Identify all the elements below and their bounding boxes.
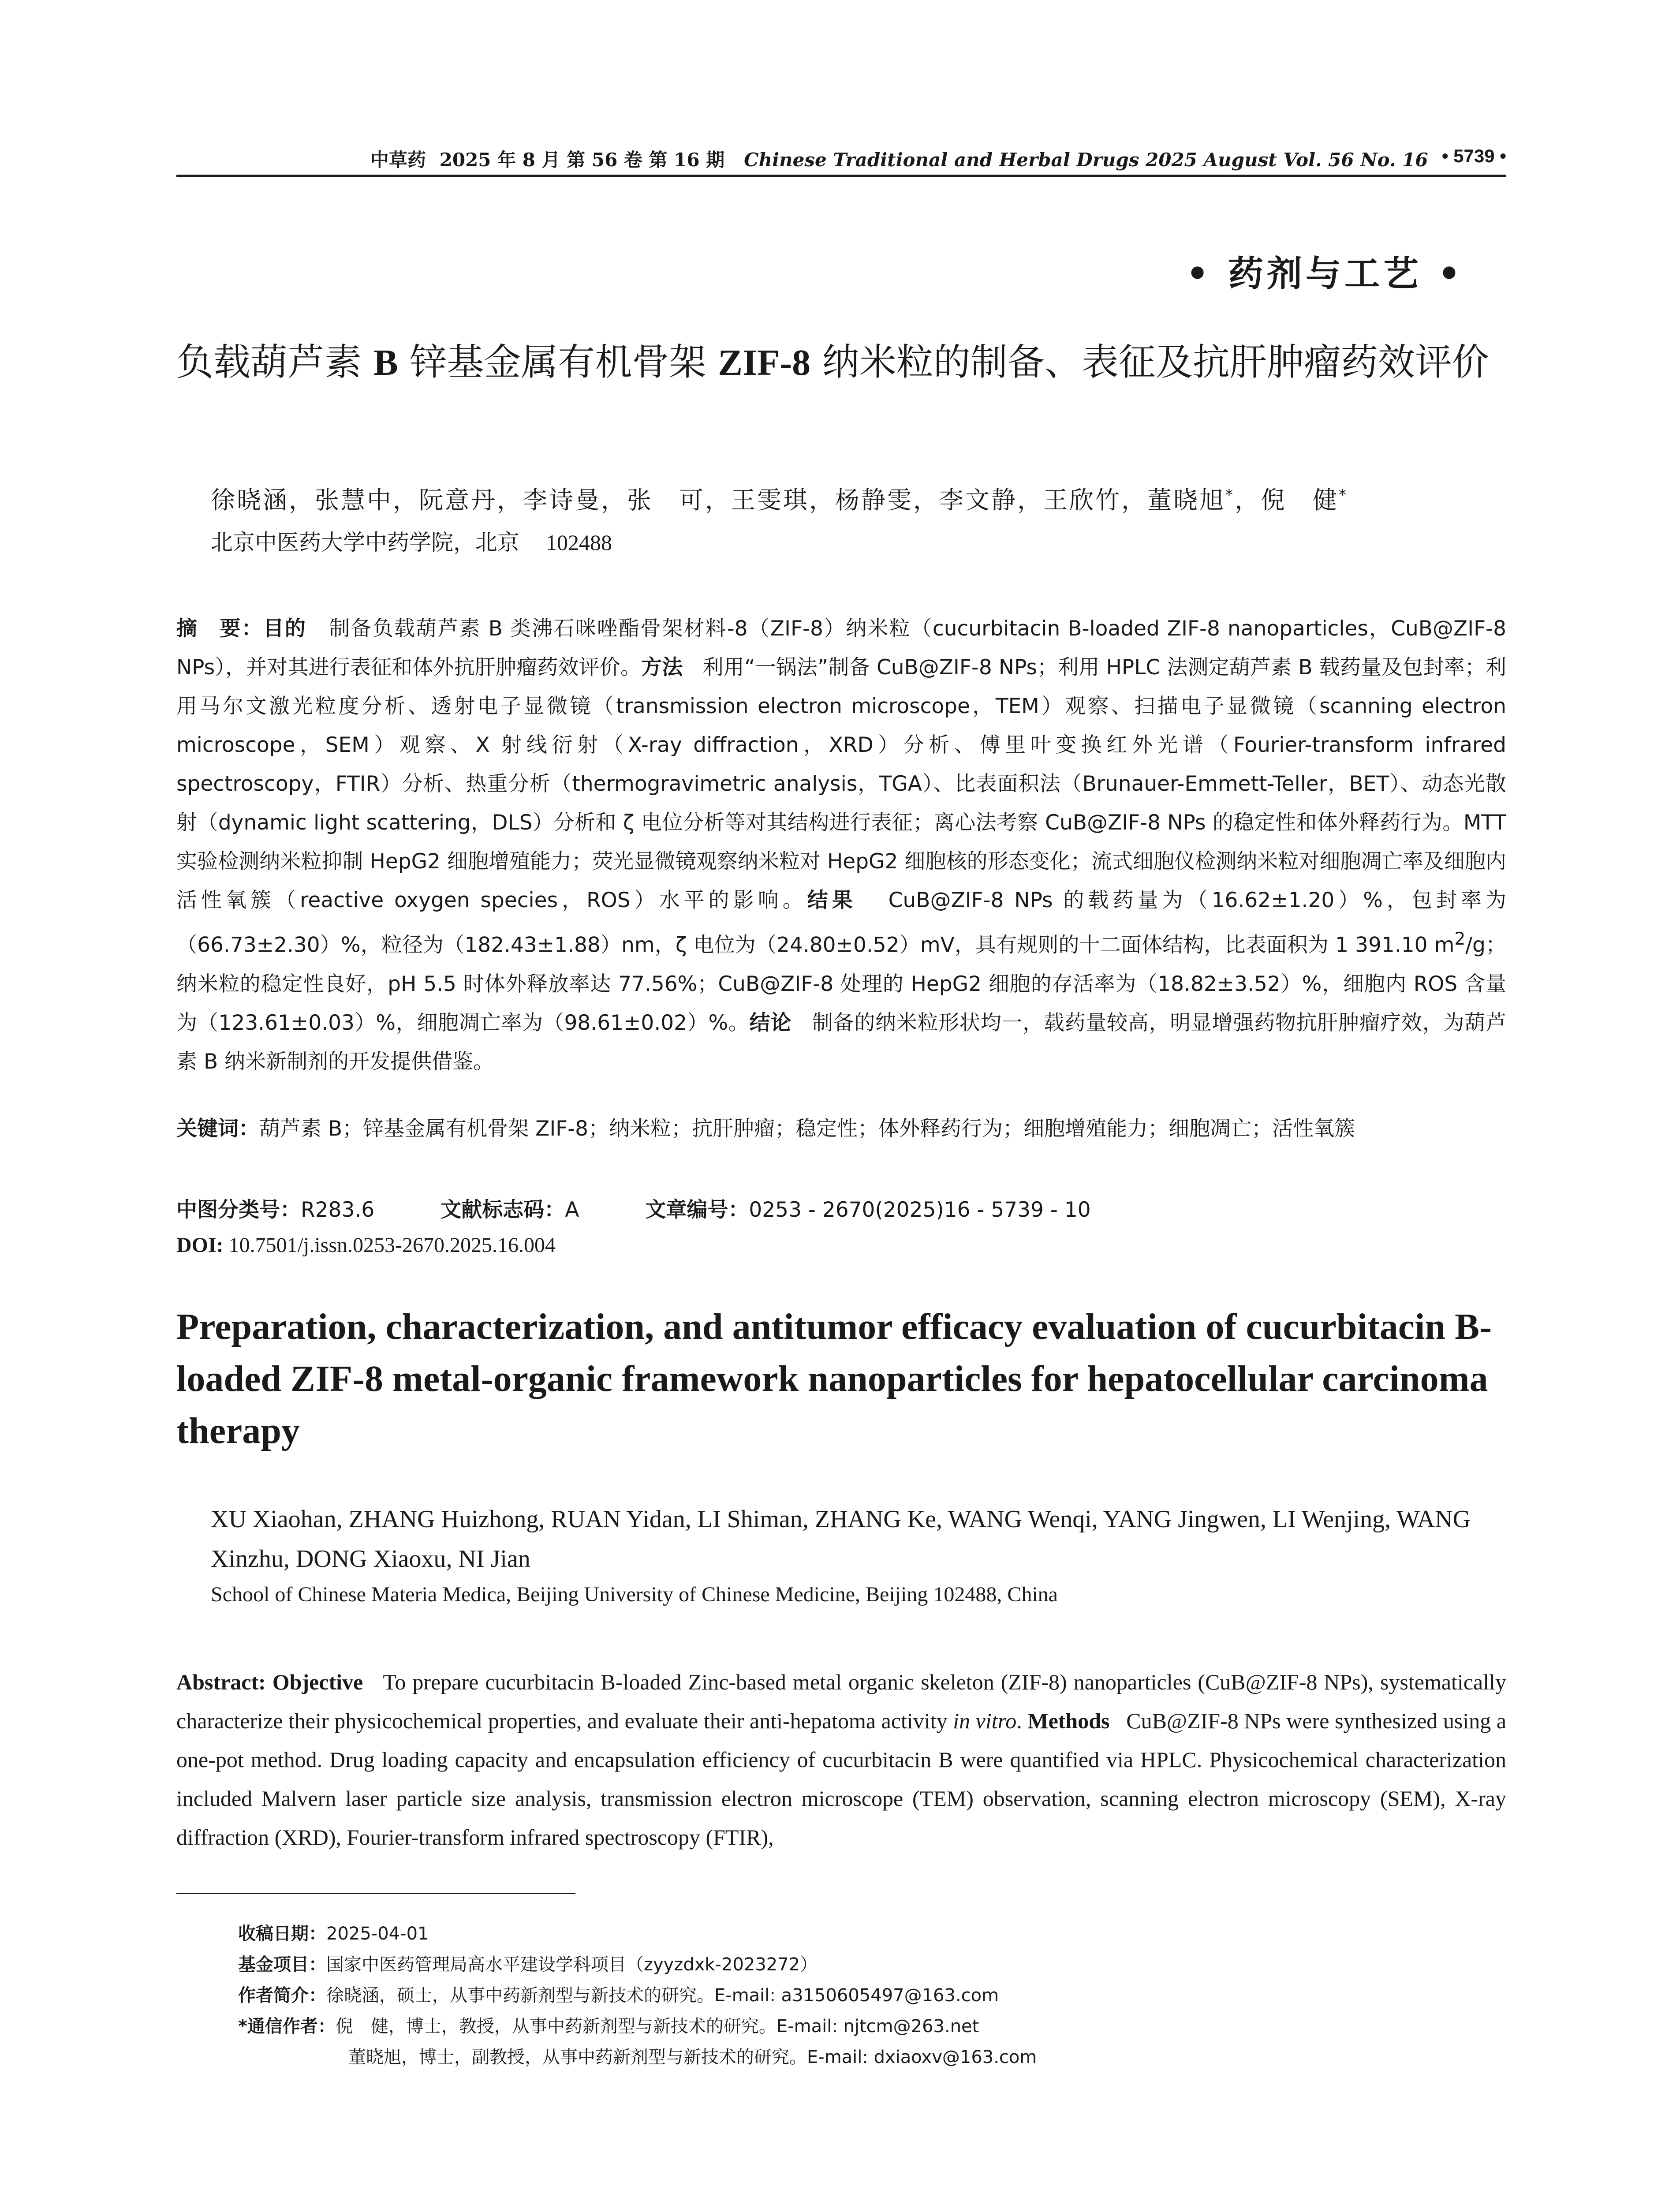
corresponding-mark: * bbox=[1339, 486, 1348, 504]
methods-text: 利用“一锅法”制备 CuB@ZIF-8 NPs；利用 HPLC 法测定葫芦素 B 载药量及包封率；利用马尔文激光粒度分析、透射电子显微镜（transmission electron microscope，TEM）观察、扫描电子显微镜（scanning electron microscope，SEM）观察、X 射线衍射（X-ray diffraction，XRD）分析、傅里叶变换红外光谱（Fourier-transform infrared spectroscopy，FTIR）分析、热重分析（thermogravimetric analysis，TGA）、比表面积法（Brunauer-Emmett-Teller，BET）、动态光散射（dynamic light scattering，DLS）分析和 ζ 电位分析等对其结构进行表征；离心法考察 CuB@ZIF-8 NPs 的稳定性和体外释药行为。MTT 实验检测纳米粒抑制 HepG2 细胞增殖能力；荧光显微镜观察纳米粒对 HepG2 细胞核的形态变化；流式细胞仪检测纳米粒对细胞凋亡率及细胞内活性氧簇（reactive oxygen species，ROS）水平的影响。 bbox=[176, 655, 1507, 912]
period: . bbox=[1016, 1708, 1022, 1733]
title-zh-part: 纳米粒的制备、表征及抗肝肿瘤药效评价 bbox=[810, 340, 1489, 384]
title-en: Preparation, characterization, and antitumor efficacy evaluation of cucurbitacin B-loaded ZIF-8 metal-organic framework nanoparticles for hepatocellular carcinoma therapy bbox=[176, 1306, 1492, 1451]
footnote-fund bbox=[238, 1949, 1508, 1980]
doi-label: DOI: bbox=[176, 1233, 224, 1257]
fund-label: 基金项目： bbox=[238, 1955, 326, 1975]
journal-brand: 中草药 bbox=[370, 149, 426, 171]
abstract-en bbox=[176, 1663, 1506, 1857]
received-value: 2025-04-01 bbox=[326, 1924, 429, 1944]
affiliation-zh-name: 北京中医药大学中药学院，北京 bbox=[211, 530, 519, 555]
header-rule bbox=[176, 175, 1506, 177]
affiliation-en: School of Chinese Materia Medica, Beijing University of Chinese Medicine, Beijing 102488, China bbox=[211, 1583, 1058, 1606]
footnote-author bbox=[238, 1980, 1508, 2011]
objective-label: 目的 bbox=[263, 617, 307, 641]
abstract-zh bbox=[176, 609, 1506, 1081]
clc bbox=[176, 1198, 374, 1222]
abstract-en-objective: To prepare cucurbitacin B-loaded Zinc-based metal organic skeleton (ZIF-8) nanoparticles (CuB@ZIF-8 NPs), systematically characterize their physicochemical properties, and evaluate their anti-hepatoma activity bbox=[176, 1670, 1506, 1733]
affiliation-zh-postcode: 102488 bbox=[546, 530, 612, 555]
footnote-corresponding bbox=[238, 2011, 1508, 2042]
clc-label: 中图分类号： bbox=[176, 1198, 301, 1222]
abstract-en-methods: CuB@ZIF-8 NPs were synthesized using a one-pot method. Drug loading capacity and encapsulation efficiency of cucurbitacin B were quantified via HPLC. Physicochemical characterization included Malvern laser particle size analysis, transmission electron microscope (TEM) observation, scanning electron microscopy (SEM), X-ray diffraction (XRD), Fourier-transform infrared spectroscopy (FTIR), bbox=[176, 1708, 1507, 1850]
section-label: • 药剂与工艺 • bbox=[1186, 253, 1464, 294]
doi-value[interactable]: 10.7501/j.issn.0253-2670.2025.16.004 bbox=[228, 1233, 556, 1257]
abstract-en-methods-label: Methods bbox=[1027, 1708, 1110, 1733]
authors-zh-last: ，倪 健 bbox=[1235, 486, 1339, 514]
results-text-cont: /g；纳米粒的稳定性良好，pH 5.5 时体外释放率达 77.56%；CuB@ZIF-8 处理的 HepG2 细胞的存活率为（18.82±3.52）%，细胞内 ROS 含量为（123.61±0.03）%，细胞凋亡率为（98.61±0.02）%。 bbox=[176, 933, 1506, 1035]
doc-value: A bbox=[565, 1198, 579, 1222]
methods-label: 方法 bbox=[641, 655, 683, 680]
authors-zh-list: 徐晓涵，张慧中，阮意丹，李诗曼，张 可，王雯琪，杨静雯，李文静，王欣竹，董晓旭 bbox=[211, 486, 1226, 514]
running-header bbox=[176, 140, 1506, 176]
header-journal-line bbox=[370, 146, 1428, 172]
authors-en: XU Xiaohan, ZHANG Huizhong, RUAN Yidan, LI Shiman, ZHANG Ke, WANG Wenqi, YANG Jingwen, LI Wenjing, WANG Xinzhu, DONG Xiaoxu, NI Jian bbox=[211, 1506, 1471, 1573]
footnote-corresponding-2 bbox=[238, 2042, 1508, 2073]
in-vitro-term: in vitro bbox=[953, 1708, 1017, 1733]
results-superscript: 2 bbox=[1454, 929, 1466, 949]
conclusion-label: 结论 bbox=[749, 1010, 792, 1035]
doi[interactable] bbox=[176, 1233, 556, 1257]
keywords-zh bbox=[176, 1110, 1506, 1148]
art-label: 文章编号： bbox=[645, 1198, 749, 1222]
article-number bbox=[645, 1198, 1090, 1222]
corresponding-2: 董晓旭，博士，副教授，从事中药新剂型与新技术的研究。E-mail: dxiaoxv@163.com bbox=[348, 2047, 1037, 2067]
title-zh-zif8: ZIF-8 bbox=[718, 342, 811, 383]
art-value: 0253 - 2670(2025)16 - 5739 - 10 bbox=[749, 1198, 1091, 1222]
page-number: • 5739 • bbox=[1441, 146, 1506, 166]
footnote-received bbox=[238, 1918, 1508, 1949]
corresponding-mark: * bbox=[1225, 486, 1235, 504]
authors-zh bbox=[211, 481, 1348, 516]
title-zh-part: 负载葫芦素 bbox=[176, 340, 373, 384]
clc-value: R283.6 bbox=[301, 1198, 375, 1222]
title-zh bbox=[176, 335, 1504, 390]
objective-text: 制备负载葫芦素 B 类沸石咪唑酯骨架材料-8（ZIF-8）纳米粒（cucurbitacin B-loaded ZIF-8 nanoparticles，CuB@ZIF-8 NPs），并对其进行表征和体外抗肝肿瘤药效评价。 bbox=[176, 617, 1507, 680]
author-label: 作者简介： bbox=[238, 1985, 326, 2006]
affiliation-zh bbox=[211, 525, 612, 557]
header-issue-zh: 2025 年 8 月 第 56 卷 第 16 期 bbox=[439, 149, 725, 171]
keywords-text: 葫芦素 B；锌基金属有机骨架 ZIF-8；纳米粒；抗肝肿瘤；稳定性；体外释药行为；细胞增殖能力；细胞凋亡；活性氧簇 bbox=[259, 1117, 1355, 1141]
received-label: 收稿日期： bbox=[238, 1924, 326, 1944]
header-journal-en: Chinese Traditional and Herbal Drugs 2025 August Vol. 56 No. 16 bbox=[744, 149, 1428, 171]
author-value: 徐晓涵，硕士，从事中药新剂型与新技术的研究。E-mail: a3150605497@163.com bbox=[326, 1985, 999, 2006]
footnote-rule bbox=[176, 1893, 575, 1894]
doc-code bbox=[441, 1198, 579, 1222]
results-text: CuB@ZIF-8 NPs 的载药量为（16.62±1.20）%，包封率为（66.73±2.30）%，粒径为（182.43±1.88）nm，ζ 电位为（24.80±0.52）mV，具有规则的十二面体结构，比表面积为 1 391.10 m bbox=[176, 888, 1506, 957]
corresponding-1: 倪 健，博士，教授，从事中药新剂型与新技术的研究。E-mail: njtcm@263.net bbox=[335, 2016, 979, 2037]
keywords-label: 关键词： bbox=[176, 1117, 259, 1141]
abstract-zh-label: 摘 要： bbox=[176, 617, 263, 641]
title-zh-b: B bbox=[373, 342, 398, 383]
title-zh-part: 锌基金属有机骨架 bbox=[398, 340, 718, 384]
conclusion-text: 制备的纳米粒形状均一，载药量较高，明显增强药物抗肝肿瘤疗效，为葫芦素 B 纳米新制剂的开发提供借鉴。 bbox=[176, 1010, 1506, 1074]
abstract-en-label: Abstract: Objective bbox=[176, 1670, 363, 1694]
footnotes bbox=[238, 1918, 1508, 2073]
classification-line bbox=[176, 1193, 1157, 1223]
fund-value: 国家中医药管理局高水平建设学科项目（zyyzdxk-2023272） bbox=[326, 1955, 818, 1975]
results-label: 结果 bbox=[807, 888, 857, 912]
doc-label: 文献标志码： bbox=[441, 1198, 565, 1222]
corresponding-label: *通信作者： bbox=[238, 2016, 336, 2037]
